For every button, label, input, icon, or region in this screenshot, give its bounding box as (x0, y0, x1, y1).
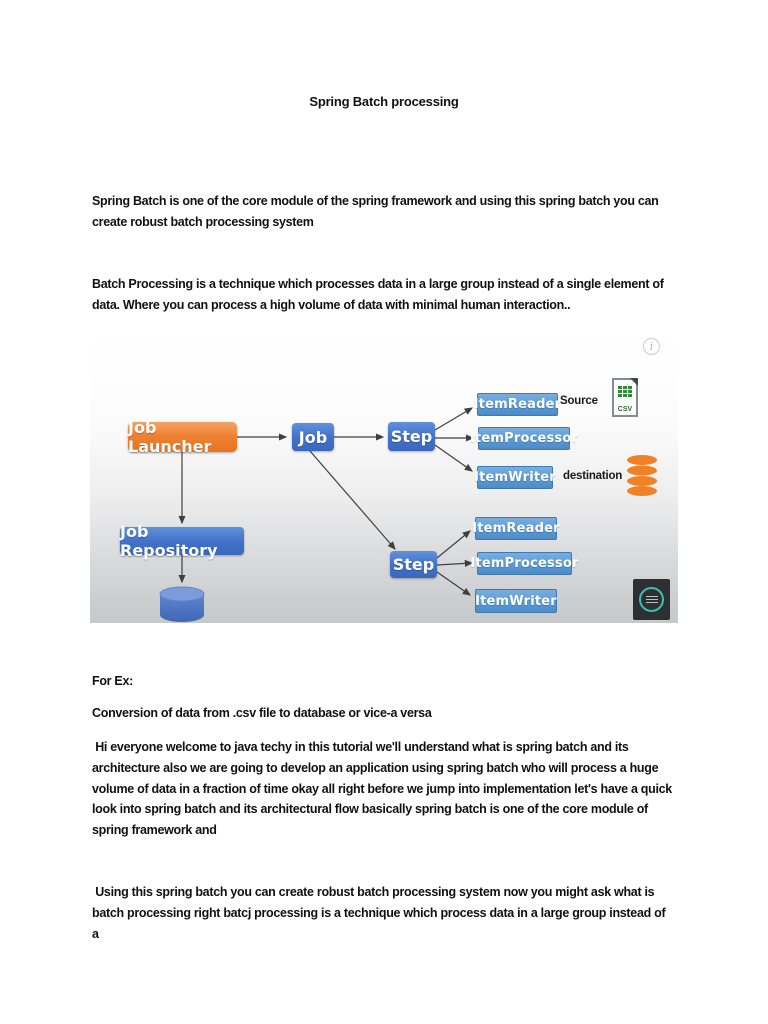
info-icon[interactable] (643, 338, 660, 355)
item-processor-node-top: ItemProcessor (478, 427, 570, 450)
info-icon-glyph: i (649, 340, 654, 353)
csv-label: CSV (617, 406, 633, 413)
job-node: Job (292, 423, 334, 451)
paragraph-batch-processing-repeat: Using this spring batch you can create robust batch processing system now you might ask what is batch processing right batcj processing is a technique which process data in a large group instead of a (92, 885, 669, 941)
item-processor-node-bottom: ItemProcessor (477, 552, 572, 575)
spreadsheet-grid-icon (618, 386, 632, 397)
item-writer-node-bottom: ItemWriter (475, 589, 557, 613)
spring-batch-architecture-diagram (90, 331, 678, 623)
source-label: Source (560, 395, 598, 407)
logo-text-lines (646, 596, 658, 604)
step-node-bottom: Step (390, 551, 437, 578)
item-reader-node-top: ItemReader (477, 393, 558, 416)
step-node-top: Step (388, 422, 435, 451)
java-techy-logo (633, 579, 670, 620)
page-fold-corner (630, 378, 638, 386)
page-title: Spring Batch processing (309, 94, 459, 109)
paragraph-spring-batch-intro: Spring Batch is one of the core module of the spring framework and using this spring batch you can create robust batch processing system (92, 194, 662, 229)
job-launcher-node: Job Launcher (128, 422, 237, 452)
destination-database-icon (626, 454, 658, 496)
csv-file-icon (612, 378, 638, 417)
for-example-label: For Ex: (92, 674, 133, 688)
logo-teal-ring (639, 587, 664, 612)
job-repository-node: Job Repository (120, 527, 244, 555)
item-writer-node-top: ItemWriter (477, 466, 553, 489)
example-line: Conversion of data from .csv file to database or vice-a versa (92, 706, 432, 720)
destination-label: destination (563, 470, 623, 482)
paragraph-batch-processing-definition: Batch Processing is a technique which processes data in a large group instead of a single element of data. Where you can process a high volume of data with minimal human interaction.. (92, 277, 667, 312)
repository-database-cylinder-icon (159, 586, 205, 623)
item-reader-node-bottom: ItemReader (475, 517, 557, 540)
paragraph-tutorial-intro: Hi everyone welcome to java techy in this tutorial we'll understand what is spring batch and its architecture also we are going to develop an application using spring batch who will process a huge volume of data in a fraction of time okay all right before we jump into implementation let's have a quick look into spring batch and its architectural flow basically spring batch is one of the core module of spring framework and (92, 740, 676, 838)
